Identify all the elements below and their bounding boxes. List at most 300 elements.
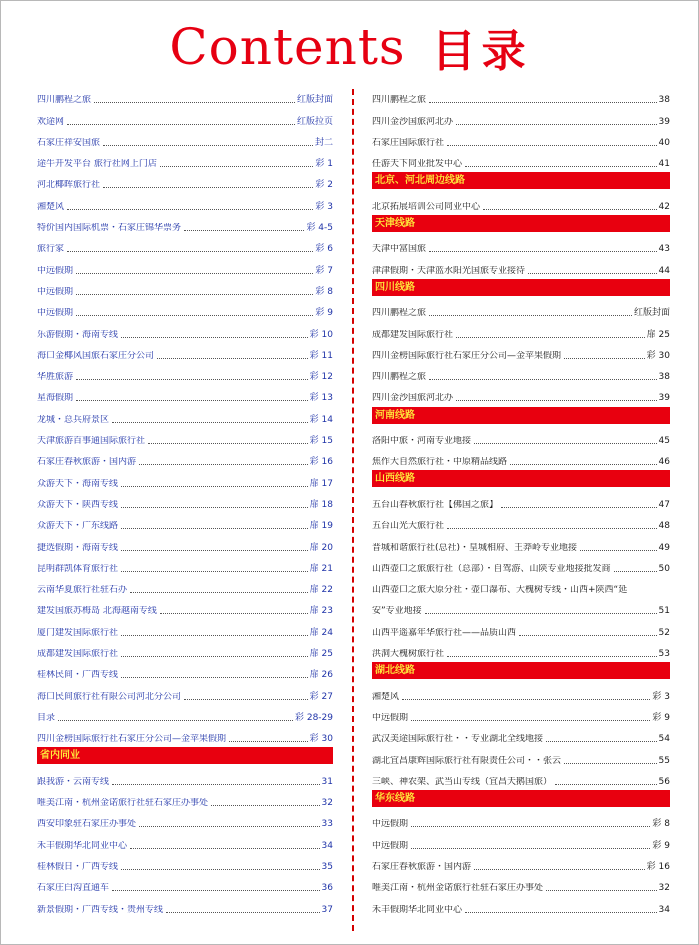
toc-entry-label: 湘楚风 (37, 201, 65, 212)
toc-entry[interactable] (37, 426, 333, 447)
toc-entry[interactable] (372, 575, 670, 596)
toc-entry-page: 32 (658, 883, 670, 894)
toc-entry-page: 37 (321, 904, 333, 915)
toc-entry-label: 五台山光大旅行社 (372, 521, 445, 532)
toc-entry[interactable] (372, 532, 670, 553)
toc-entry-page: 39 (658, 116, 670, 127)
toc-entry-label: 途牛开发平台 旅行社网上门店 (37, 159, 157, 170)
toc-entry-label: 武汉美途国际旅行社・・专业湖北全线地接 (372, 734, 544, 745)
dot-leader (76, 400, 308, 401)
toc-entry[interactable] (372, 234, 670, 255)
toc-entry-label: 石家庄国际旅行社 (372, 137, 445, 148)
toc-entry-label: 湘楚风 (372, 691, 400, 702)
toc-entry-page: 扉 26 (309, 670, 333, 681)
toc-entry-label: 津津假期・天津蓝水阳光国旅专业接待 (372, 265, 526, 276)
dot-leader (456, 400, 657, 401)
toc-entry-page: 56 (658, 776, 670, 787)
toc-entry-label: 桂林假日・广西专线 (37, 861, 119, 872)
dot-leader (465, 912, 657, 913)
toc-entry-page: 彩 9 (652, 712, 670, 723)
toc-entry[interactable] (372, 511, 670, 532)
dot-leader (211, 805, 320, 806)
dot-leader (456, 337, 645, 338)
toc-entry-label: 山西壶口之旅旅行社（总部）・自驾游、山陕专业地接批发商 (372, 563, 611, 574)
dot-leader (166, 912, 320, 913)
toc-entry-page: 彩 14 (309, 414, 333, 425)
page-title (1, 15, 699, 79)
dot-leader (411, 720, 650, 721)
toc-entry-label: 石家庄春秋旅游・国内游 (372, 861, 472, 872)
toc-entry-label: 中远假期 (37, 265, 74, 276)
dot-leader (139, 464, 308, 465)
dot-leader (429, 251, 657, 252)
toc-entry-page: 31 (321, 776, 333, 787)
dot-leader (76, 379, 308, 380)
section-title: 天津线路 (372, 215, 670, 232)
toc-entry[interactable] (37, 277, 333, 298)
toc-entry-page: 彩 11 (309, 350, 333, 361)
toc-entry-page: 42 (658, 201, 670, 212)
toc-entry-label: 众游天下・陕西专线 (37, 499, 119, 510)
toc-entry[interactable] (37, 362, 333, 383)
toc-entry-page: 32 (321, 798, 333, 809)
toc-entry-label: 中远假期 (372, 840, 409, 851)
toc-entry[interactable] (37, 788, 333, 809)
dot-leader (483, 209, 657, 210)
dot-leader (139, 826, 320, 827)
toc-entry[interactable] (37, 873, 333, 894)
toc-entry[interactable] (372, 894, 670, 915)
toc-entry[interactable] (37, 554, 333, 575)
toc-entry-page: 41 (658, 159, 670, 170)
dot-leader (112, 890, 320, 891)
dot-leader (519, 635, 657, 636)
toc-entry-page: 54 (658, 734, 670, 745)
toc-entry[interactable] (37, 575, 333, 596)
dot-leader (121, 869, 320, 870)
toc-entry[interactable] (372, 617, 670, 638)
toc-entry[interactable] (37, 809, 333, 830)
toc-entry-label: 山西壶口之旅大原分社・壶口瀑布、大槐树专线・山西+陕西“延 (372, 585, 628, 596)
dot-leader (121, 337, 308, 338)
section-header (37, 745, 333, 766)
toc-entry-page: 40 (658, 137, 670, 148)
toc-entry-label: 成都建发国际旅行社 (37, 649, 119, 660)
dot-leader (76, 294, 313, 295)
toc-entry-page: 扉 25 (646, 329, 670, 340)
toc-entry-label: 安”专业地接 (372, 606, 422, 617)
toc-entry-page: 48 (658, 521, 670, 532)
toc-entry-page: 43 (658, 244, 670, 255)
right-column (372, 85, 670, 916)
toc-entry-page: 彩 3 (652, 691, 670, 702)
toc-entry-page: 彩 1 (315, 159, 333, 170)
toc-entry[interactable] (372, 128, 670, 149)
dot-leader (580, 550, 657, 551)
toc-entry-label: 石家庄白沟直通车 (37, 883, 110, 894)
toc-entry-page: 39 (658, 393, 670, 404)
toc-entry-page: 51 (658, 606, 670, 617)
toc-entry-label: 海口金椰风国旅石家庄分公司 (37, 350, 155, 361)
left-column (37, 85, 333, 916)
section-header (372, 170, 670, 191)
toc-entry-label: 中远假期 (37, 286, 74, 297)
toc-entry-label: 四川鹏程之旅 (37, 95, 92, 106)
toc-entry-page: 彩 8 (652, 819, 670, 830)
toc-entry-label: 湖北宜昌康辉国际旅行社有限责任公司・・张云 (372, 755, 562, 766)
section-header (372, 788, 670, 809)
toc-entry[interactable] (37, 149, 333, 170)
toc-entry-page: 50 (658, 563, 670, 574)
toc-entry[interactable] (372, 554, 670, 575)
dot-leader (229, 741, 308, 742)
toc-entry-page: 扉 23 (309, 606, 333, 617)
toc-entry-label: 四川金榜国际旅行社石家庄分公司—金苹果假期 (37, 734, 227, 745)
toc-entry-label: 中远假期 (372, 712, 409, 723)
dot-leader (121, 656, 308, 657)
toc-entry-label: 唯美江南・杭州金诺旅行社驻石家庄办事处 (37, 798, 209, 809)
toc-entry-page: 彩 30 (309, 734, 333, 745)
dot-leader (130, 592, 308, 593)
toc-entry[interactable] (37, 511, 333, 532)
toc-entry-page: 彩 3 (315, 201, 333, 212)
dot-leader (447, 656, 657, 657)
toc-entry-page: 35 (321, 861, 333, 872)
toc-entry-label: 四川金沙国旅河北办 (372, 116, 454, 127)
title-chinese: 目录 (431, 26, 532, 77)
toc-entry[interactable] (37, 213, 333, 234)
toc-entry-page: 彩 10 (309, 329, 333, 340)
toc-entry-label: 四川金沙国旅河北办 (372, 393, 454, 404)
section-header (372, 213, 670, 234)
toc-entry-page: 55 (658, 755, 670, 766)
section-title: 省内同业 (37, 747, 333, 764)
toc-entry-label: 天津旅游百事通国际旅行社 (37, 436, 146, 447)
toc-entry-page: 46 (658, 457, 670, 468)
toc-entry-page: 彩 9 (315, 308, 333, 319)
toc-entry[interactable] (372, 383, 670, 404)
toc-entry-label: 四川鹏程之旅 (372, 372, 427, 383)
toc-entry-label: 唯美江南・杭州金诺旅行社驻石家庄办事处 (372, 883, 544, 894)
dot-leader (121, 677, 308, 678)
toc-entry[interactable] (372, 106, 670, 127)
toc-entry[interactable] (37, 191, 333, 212)
dot-leader (501, 507, 657, 508)
toc-entry-label: 目录 (37, 712, 56, 723)
toc-entry[interactable] (372, 852, 670, 873)
dot-leader (121, 507, 308, 508)
toc-entry[interactable] (37, 490, 333, 511)
toc-entry-page: 36 (321, 883, 333, 894)
toc-entry[interactable] (37, 234, 333, 255)
dot-leader (94, 102, 295, 103)
toc-entry[interactable] (372, 362, 670, 383)
dot-leader (474, 443, 657, 444)
toc-entry-page: 47 (658, 499, 670, 510)
dot-leader (474, 869, 645, 870)
section-header (372, 277, 670, 298)
toc-entry-label: 众游天下・海南专线 (37, 478, 119, 489)
toc-entry-page: 红版拉页 (296, 116, 333, 127)
toc-entry[interactable] (372, 426, 670, 447)
dot-leader (447, 528, 657, 529)
toc-entry-page: 彩 13 (309, 393, 333, 404)
toc-entry-page: 扉 21 (309, 563, 333, 574)
toc-entry-label: 三峡、神农架、武当山专线（宜昌天鹅国旅） (372, 776, 553, 787)
toc-entry[interactable] (37, 724, 333, 745)
dot-leader (112, 784, 320, 785)
toc-entry[interactable] (37, 128, 333, 149)
toc-entry-label: 任游天下同业批发中心 (372, 159, 463, 170)
toc-entry-label: 捷选假期・海南专线 (37, 542, 119, 553)
toc-entry-label: 西安印象驻石家庄办事处 (37, 819, 137, 830)
toc-entry-page: 49 (658, 542, 670, 553)
dot-leader (103, 187, 313, 188)
toc-entry-page: 彩 7 (315, 265, 333, 276)
toc-entry[interactable] (37, 617, 333, 638)
dot-leader (67, 124, 295, 125)
toc-entry[interactable] (37, 703, 333, 724)
dot-leader (555, 784, 657, 785)
toc-entry-page: 彩 2 (315, 180, 333, 191)
dot-leader (429, 379, 657, 380)
column-divider (352, 89, 354, 931)
toc-entry[interactable] (37, 447, 333, 468)
toc-entry[interactable] (372, 255, 670, 276)
section-header (372, 468, 670, 489)
toc-entry-page: 53 (658, 649, 670, 660)
toc-entry[interactable] (37, 255, 333, 276)
toc-entry-page: 45 (658, 436, 670, 447)
toc-entry[interactable] (37, 852, 333, 873)
title-english: Contents (169, 18, 406, 76)
toc-entry-page: 封二 (314, 137, 333, 148)
toc-entry-page: 彩 16 (309, 457, 333, 468)
toc-entry[interactable] (372, 681, 670, 702)
toc-entry-page: 扉 19 (309, 521, 333, 532)
toc-entry[interactable] (37, 596, 333, 617)
dot-leader (564, 358, 645, 359)
toc-entry[interactable] (372, 809, 670, 830)
toc-entry-label: 河北椰晖旅行社 (37, 180, 101, 191)
toc-entry[interactable] (37, 468, 333, 489)
toc-entry-label: 欢途网 (37, 116, 65, 127)
toc-entry-label: 众游天下・广东线路 (37, 521, 119, 532)
section-title: 山西线路 (372, 470, 670, 487)
section-header (372, 660, 670, 681)
toc-entry-label: 旅行家 (37, 244, 65, 255)
toc-entry-label: 特价国内国际机票・石家庄锦华票务 (37, 223, 182, 234)
toc-entry[interactable] (372, 447, 670, 468)
dot-leader (121, 635, 308, 636)
dot-leader (429, 102, 657, 103)
dot-leader (614, 571, 657, 572)
toc-entry[interactable] (37, 830, 333, 851)
toc-entry[interactable] (372, 830, 670, 851)
dot-leader (184, 699, 308, 700)
dot-leader (411, 826, 650, 827)
toc-entry-label: 晋城和谐旅行社(总社)・皇城相府、王莽岭专业地接 (372, 542, 578, 553)
dot-leader (76, 315, 313, 316)
toc-entry-page: 扉 24 (309, 627, 333, 638)
section-title: 湖北线路 (372, 662, 670, 679)
dot-leader (76, 273, 313, 274)
section-title: 河南线路 (372, 407, 670, 424)
toc-entry-label: 海口民间旅行社有限公司河北分公司 (37, 691, 182, 702)
toc-entry-page: 扉 25 (309, 649, 333, 660)
toc-entry-label: 山西平遥嘉年华旅行社——品质山西 (372, 627, 517, 638)
toc-entry-label: 石家庄春秋旅游・国内游 (37, 457, 137, 468)
dot-leader (546, 741, 657, 742)
toc-entry-label: 星海假期 (37, 393, 74, 404)
dot-leader (411, 848, 650, 849)
toc-entry[interactable] (37, 404, 333, 425)
toc-entry[interactable] (372, 639, 670, 660)
dot-leader (402, 699, 650, 700)
toc-entry[interactable] (372, 703, 670, 724)
toc-entry-page: 红版封面 (296, 95, 333, 106)
section-title: 华东线路 (372, 790, 670, 807)
toc-entry-label: 中远假期 (372, 819, 409, 830)
toc-entry-label: 乐游假期・海南专线 (37, 329, 119, 340)
dot-leader (67, 209, 313, 210)
toc-entry-page: 扉 17 (309, 478, 333, 489)
toc-entry-label: 禾丰假期华北同业中心 (37, 840, 128, 851)
dot-leader (425, 613, 657, 614)
toc-entry[interactable] (372, 724, 670, 745)
toc-entry-page: 彩 28-29 (294, 712, 333, 723)
toc-entry-label: 焦作大自然旅行社・中原精品线路 (372, 457, 508, 468)
toc-entry[interactable] (37, 532, 333, 553)
toc-entry-label: 龙城・总兵府景区 (37, 414, 110, 425)
toc-entry-label: 厦门建发国际旅行社 (37, 627, 119, 638)
toc-entry[interactable] (372, 596, 670, 617)
toc-entry-page: 扉 20 (309, 542, 333, 553)
dot-leader (121, 571, 308, 572)
toc-entry-page: 彩 8 (315, 286, 333, 297)
toc-entry-label: 石家庄祥安国旅 (37, 137, 101, 148)
toc-entry[interactable] (37, 341, 333, 362)
toc-entry[interactable] (372, 85, 670, 106)
dot-leader (121, 550, 308, 551)
section-header (372, 404, 670, 425)
toc-entry-label: 建发国旅苏梅岛 北海越南专线 (37, 606, 157, 617)
dot-leader (160, 166, 314, 167)
dot-leader (528, 273, 657, 274)
toc-entry[interactable] (372, 149, 670, 170)
toc-entry-label: 四川金榜国际旅行社石家庄分公司—金苹果假期 (372, 350, 562, 361)
toc-entry-label: 天津中富国旅 (372, 244, 427, 255)
toc-entry[interactable] (372, 490, 670, 511)
toc-entry-label: 四川鹏程之旅 (372, 308, 427, 319)
toc-entry-page: 38 (658, 372, 670, 383)
toc-entry-label: 禾丰假期华北同业中心 (372, 904, 463, 915)
dot-leader (465, 166, 657, 167)
toc-entry[interactable] (372, 767, 670, 788)
toc-entry-label: 桂林民间・广西专线 (37, 670, 119, 681)
dot-leader (429, 315, 632, 316)
toc-entry-label: 成都建发国际旅行社 (372, 329, 454, 340)
toc-entry-label: 跟我游・云南专线 (37, 776, 110, 787)
toc-entry-page: 彩 27 (309, 691, 333, 702)
toc-entry-page: 34 (321, 840, 333, 851)
toc-entry-page: 彩 30 (646, 350, 670, 361)
toc-entry-page: 52 (658, 627, 670, 638)
toc-entry[interactable] (372, 191, 670, 212)
section-title: 北京、河北周边线路 (372, 172, 670, 189)
dot-leader (564, 763, 657, 764)
dot-leader (121, 486, 308, 487)
dot-leader (160, 613, 308, 614)
toc-entry-label: 云南华夏旅行社驻石办 (37, 585, 128, 596)
dot-leader (130, 848, 320, 849)
toc-entry-page: 扉 18 (309, 499, 333, 510)
toc-entry[interactable] (37, 639, 333, 660)
section-title: 四川线路 (372, 279, 670, 296)
dot-leader (546, 890, 657, 891)
toc-entry[interactable] (37, 298, 333, 319)
toc-entry-page: 彩 9 (652, 840, 670, 851)
toc-entry[interactable] (372, 873, 670, 894)
toc-entry[interactable] (37, 681, 333, 702)
dot-leader (121, 528, 308, 529)
toc-entry-page: 34 (658, 904, 670, 915)
dot-leader (103, 145, 313, 146)
toc-entry-page: 33 (321, 819, 333, 830)
toc-entry-label: 四川鹏程之旅 (372, 95, 427, 106)
dot-leader (157, 358, 308, 359)
toc-entry-label: 五台山春秋旅行社【佛国之旅】 (372, 499, 499, 510)
toc-entry-page: 彩 16 (646, 861, 670, 872)
toc-entry-page: 彩 15 (309, 436, 333, 447)
toc-entry[interactable] (372, 319, 670, 340)
toc-entry[interactable] (372, 298, 670, 319)
toc-entry-label: 北京拓展培训公司同业中心 (372, 201, 481, 212)
toc-entry[interactable] (37, 170, 333, 191)
toc-entry[interactable] (37, 319, 333, 340)
dot-leader (184, 230, 304, 231)
toc-entry-label: 洛阳中旅・河南专业地接 (372, 436, 472, 447)
toc-entry[interactable] (37, 894, 333, 915)
dot-leader (510, 464, 657, 465)
toc-entry[interactable] (37, 85, 333, 106)
dot-leader (67, 251, 313, 252)
toc-entry-label: 中远假期 (37, 308, 74, 319)
toc-entry[interactable] (372, 341, 670, 362)
toc-entry[interactable] (37, 767, 333, 788)
toc-entry[interactable] (37, 383, 333, 404)
toc-entry[interactable] (37, 106, 333, 127)
dot-leader (112, 422, 308, 423)
toc-entry-page: 彩 6 (315, 244, 333, 255)
toc-entry[interactable] (37, 660, 333, 681)
toc-entry-label: 昆明群凯体育旅行社 (37, 563, 119, 574)
toc-entry-label: 洪洞大槐树旅行社 (372, 649, 445, 660)
toc-entry-page: 红版封面 (633, 308, 670, 319)
toc-entry-page: 彩 4-5 (306, 223, 333, 234)
toc-entry-label: 新景假期・广西专线・贵州专线 (37, 904, 164, 915)
toc-entry-page: 扉 22 (309, 585, 333, 596)
dot-leader (456, 124, 657, 125)
dot-leader (58, 720, 293, 721)
toc-entry-page: 彩 12 (309, 372, 333, 383)
toc-entry-page: 44 (658, 265, 670, 276)
dot-leader (148, 443, 308, 444)
dot-leader (447, 145, 657, 146)
toc-entry-page: 38 (658, 95, 670, 106)
toc-entry[interactable] (372, 745, 670, 766)
toc-entry-label: 华胜旅游 (37, 372, 74, 383)
